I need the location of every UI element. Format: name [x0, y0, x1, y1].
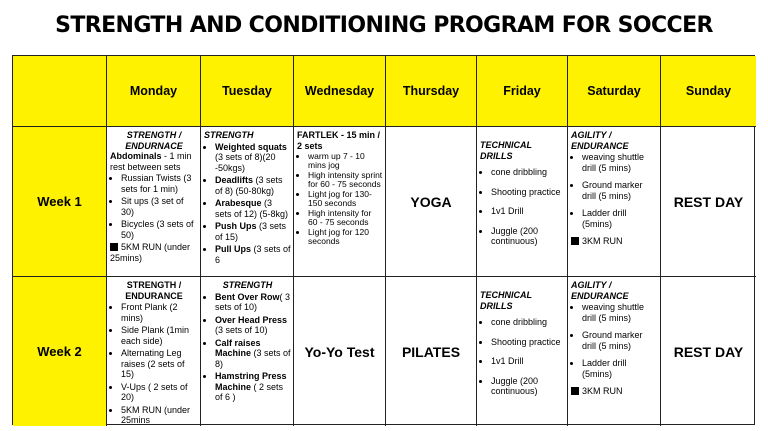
schedule-table — [12, 55, 755, 425]
week2-wednesday: Yo-Yo Test — [294, 277, 386, 426]
week1-sunday: REST DAY — [661, 127, 756, 277]
week2-monday-list — [110, 302, 198, 426]
header-wednesday: Wednesday — [294, 56, 386, 127]
week1-saturday-list — [571, 152, 658, 229]
week1-friday — [477, 127, 568, 277]
header-monday: Monday — [107, 56, 201, 127]
week2-tuesday-heading: STRENGTH — [222, 280, 273, 290]
header-saturday: Saturday — [568, 56, 661, 127]
square-bullet-icon — [110, 243, 118, 251]
week1-wednesday-list — [297, 152, 383, 246]
week2-sunday: REST DAY — [673, 343, 744, 360]
list-item: • Juggle (200 continuous) — [491, 376, 565, 397]
list-item: • 5KM RUN (under 25mins — [121, 405, 198, 426]
week2-saturday-list — [571, 302, 658, 379]
list-item: • warm up 7 - 10 mins jog — [308, 152, 383, 170]
list-item: • Hamstring Press Machine ( 2 sets of 6 ) — [215, 371, 291, 403]
list-item: • Ground marker drill (5 mins) — [582, 330, 658, 351]
week1-saturday — [568, 127, 661, 277]
week1-monday — [107, 127, 201, 277]
week1-tuesday-heading: STRENGTH — [204, 130, 254, 140]
week1-friday-heading: TECHNICAL DRILLS — [480, 140, 532, 161]
week2-tuesday-list — [204, 292, 291, 403]
header-thursday: Thursday — [386, 56, 477, 127]
square-bullet-icon — [571, 387, 579, 395]
week1-saturday-run: 3KM RUN — [571, 236, 658, 247]
list-item: • Light jog for 120 seconds — [308, 228, 383, 246]
list-item: • High intensity sprint for 60 - 75 seconds — [308, 171, 383, 189]
list-item: • Juggle (200 continuous) — [491, 226, 565, 247]
week1-friday-list — [480, 167, 565, 247]
list-item: • Ground marker drill (5 mins) — [582, 180, 658, 201]
week2-friday-list — [480, 317, 565, 397]
list-item: • cone dribbling — [491, 317, 565, 328]
list-item: • High intensity for 60 - 75 seconds — [308, 209, 383, 227]
week1-monday-run: 5KM RUN (under 25mins) — [110, 242, 191, 263]
week2-saturday — [568, 277, 661, 426]
week2-label: Week 2 — [13, 277, 107, 426]
list-item: • Shooting practice — [491, 337, 565, 348]
week1-saturday-heading: AGILITY / ENDURANCE — [571, 130, 629, 151]
list-item: • Pull Ups (3 sets of 6 — [215, 244, 291, 265]
header-sunday: Sunday — [661, 56, 756, 127]
list-item: • Bent Over Row( 3 sets of 10) — [215, 292, 291, 313]
list-item: • Weighted squats (3 sets of 8)(20 -50kgs) — [215, 142, 291, 174]
list-item: • Alternating Leg raises (2 sets of 15) — [121, 348, 198, 380]
header-friday: Friday — [477, 56, 568, 127]
list-item: • Light jog for 130-150 seconds — [308, 190, 383, 208]
week1-wednesday — [294, 127, 386, 277]
week1-tuesday — [201, 127, 294, 277]
week1-monday-intro: Abdominals - 1 min rest between sets — [110, 151, 192, 172]
week2-saturday-run: 3KM RUN — [571, 386, 658, 397]
week2-monday-heading: STRENGTH / ENDURANCE — [125, 280, 183, 301]
week2-thursday: PILATES — [386, 277, 477, 426]
list-item: • Ladder drill (5mins) — [582, 358, 658, 379]
week1-monday-heading: STRENGTH / ENDURNACE — [125, 130, 183, 151]
week2-friday-heading: TECHNICAL DRILLS — [480, 290, 532, 311]
list-item: • cone dribbling — [491, 167, 565, 178]
week1-monday-list — [110, 173, 198, 240]
list-item: • Over Head Press (3 sets of 10) — [215, 315, 291, 336]
list-item: • weaving shuttle drill (5 mins) — [582, 152, 658, 173]
list-item: • Russian Twists (3 sets for 1 min) — [121, 173, 198, 194]
list-item: • 1v1 Drill — [491, 356, 565, 367]
list-item: • 1v1 Drill — [491, 206, 565, 217]
week1-label: Week 1 — [13, 127, 107, 277]
week1-tuesday-list — [204, 142, 291, 266]
list-item: • Sit ups (3 set of 30) — [121, 196, 198, 217]
list-item: • Side Plank (1min each side) — [121, 325, 198, 346]
list-item: • Arabesque (3 sets of 12) (5-8kg) — [215, 198, 291, 219]
list-item: • Bicycles (3 sets of 50) — [121, 219, 198, 240]
week2-saturday-heading: AGILITY / ENDURANCE — [571, 280, 629, 301]
list-item: • Deadlifts (3 sets of 8) (50-80kg) — [215, 175, 291, 196]
square-bullet-icon — [571, 237, 579, 245]
page-title: STRENGTH AND CONDITIONING PROGRAM FOR SOCCER — [55, 13, 713, 38]
header-tuesday: Tuesday — [201, 56, 294, 127]
week2-friday — [477, 277, 568, 426]
week2-monday — [107, 277, 201, 426]
list-item: • Shooting practice — [491, 187, 565, 198]
week1-wednesday-heading: FARTLEK - 15 min / 2 sets — [297, 130, 381, 151]
week2-tuesday — [201, 277, 294, 426]
list-item: • Calf raises Machine (3 sets of 8) — [215, 338, 291, 370]
list-item: • Front Plank (2 mins) — [121, 302, 198, 323]
list-item: • V-Ups ( 2 sets of 20) — [121, 382, 198, 403]
list-item: • Ladder drill (5mins) — [582, 208, 658, 229]
list-item: • weaving shuttle drill (5 mins) — [582, 302, 658, 323]
corner-cell — [13, 56, 107, 127]
week1-thursday: YOGA — [386, 127, 477, 277]
list-item: • Push Ups (3 sets of 15) — [215, 221, 291, 242]
